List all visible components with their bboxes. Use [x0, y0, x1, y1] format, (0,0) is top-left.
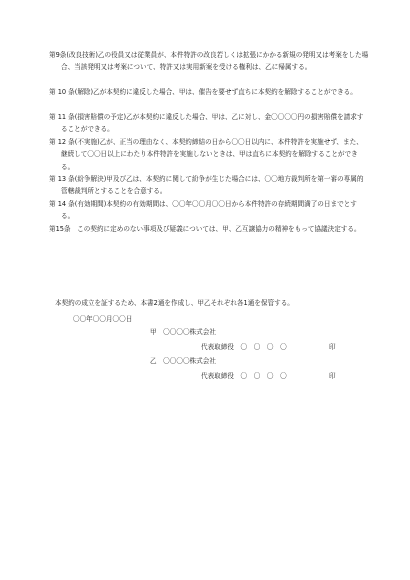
- article-9-improvement-technology: 第9条(改良技術)乙の役員又は従業員が、本件特許の改良若しくは拡張にかかる新規の発明又は考案をした場合、当該発明又は考案について、特許又は実用新案を受ける権利は、乙に帰属する。: [49, 51, 369, 72]
- contract-date: 〇〇年〇〇月〇〇日: [73, 315, 133, 323]
- article-list: [49, 49, 369, 248]
- article-14-term: 第 14 条(有効期間)本契約の有効期間は、〇〇年〇〇月〇〇日から本件特許の存続期間満了の日までとする。: [49, 200, 357, 221]
- article-12-non-implementation: 第 12 条(不実施)乙が、正当の理由なく、本契約締結の日から〇〇日以内に、本件特許を実施せず、また、継続して〇〇日以上にわたり本件特許を実施しないときは、甲は直ちに本契約を解除することができる。: [49, 138, 363, 171]
- party-a-representative: 代表取締役 〇 〇 〇 〇: [201, 343, 287, 351]
- party-a-seal: 印: [329, 343, 336, 351]
- article-11-liquidated-damages: 第 11 条(損害賠償の予定)乙が本契約に違反した場合、甲は、乙に対し、金〇〇〇〇円の損害賠償を請求することができる。: [49, 113, 364, 134]
- party-b-representative: 代表取締役 〇 〇 〇 〇: [201, 372, 287, 380]
- article-13-dispute-resolution: 第 13 条(紛争解決)甲及び乙は、本契約に関して紛争が生じた場合には、〇〇地方裁判所を第一審の専属的管轄裁判所とすることを合意する。: [49, 175, 364, 196]
- party-b-company: 乙 〇〇〇〇株式会社: [150, 357, 216, 365]
- party-a-company: 甲 〇〇〇〇株式会社: [150, 328, 216, 336]
- article-10-termination: 第 10 条(解除)乙が本契約に違反した場合、甲は、催告を要せず直ちに本契約を解除することができる。: [49, 88, 357, 96]
- article-15-consultation: 第15条 この契約に定めのない事項及び疑義については、甲、乙互譲協力の精神をもって協議決定する。: [49, 225, 361, 233]
- closing-statement: 本契約の成立を証するため、本書2通を作成し、甲乙それぞれ各1通を保管する。: [55, 299, 294, 307]
- party-b-seal: 印: [329, 372, 336, 380]
